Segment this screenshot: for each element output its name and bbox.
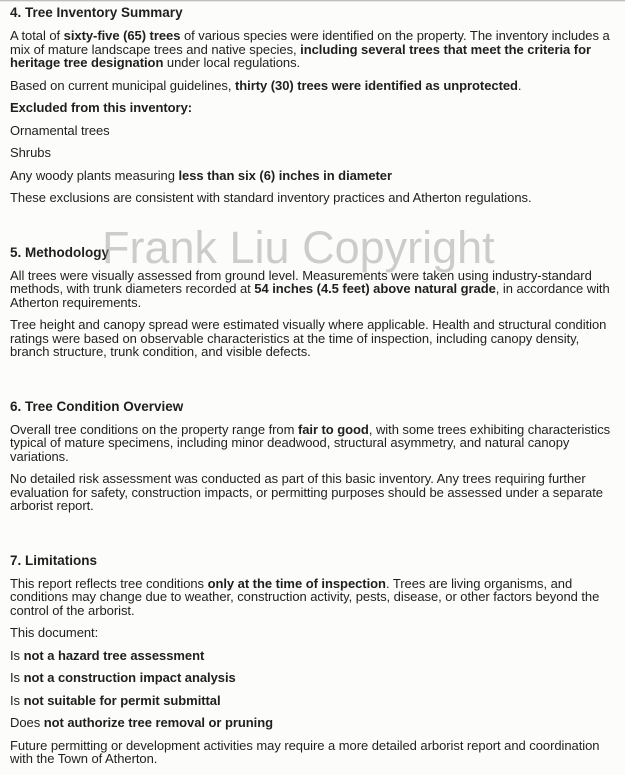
bold-text-segment: only at the time of inspection (207, 575, 386, 591)
paragraph (10, 318, 616, 359)
text-segment: No detailed risk assessment was conducted as part of this basic inventory. Any trees requiring further evaluation for safety, construction impacts, or permitting purposes should be assessed under a separate arborist report. (10, 471, 603, 513)
paragraph (10, 191, 616, 205)
section-heading: 4. Tree Inventory Summary (10, 5, 183, 20)
paragraph (10, 124, 616, 138)
paragraph (10, 29, 616, 70)
section-methodology (10, 246, 616, 359)
text-segment: under local regulations. (163, 55, 301, 70)
bold-text-segment: less than six (6) inches in diameter (178, 167, 392, 183)
text-segment: Overall tree conditions on the property range from (10, 421, 298, 437)
paragraph (10, 101, 616, 115)
scan-edge-artifact (0, 0, 625, 2)
watermark: Frank Liu Copyright (102, 222, 495, 273)
text-segment: These exclusions are consistent with standard inventory practices and Atherton regulations. (10, 190, 532, 205)
bold-text-segment: 54 inches (4.5 feet) above natural grade (254, 281, 496, 296)
section-heading: 5. Methodology (10, 244, 109, 260)
section-tree-condition-overview (10, 400, 616, 513)
bold-text-segment: fair to good (297, 421, 369, 437)
paragraph (10, 169, 616, 183)
paragraph (10, 79, 616, 93)
bold-text-segment: not suitable for permit submittal (23, 692, 221, 708)
text-segment: Is (10, 670, 24, 685)
bold-text-segment: not a hazard tree assessment (23, 647, 205, 663)
paragraph (10, 146, 616, 160)
section-limitations (10, 554, 616, 766)
paragraph (10, 423, 616, 464)
paragraph (10, 626, 616, 640)
text-segment: A total of (10, 28, 64, 43)
text-segment: , in accordance with Atherton requirements. (10, 281, 610, 310)
text-segment: Is (10, 692, 24, 708)
text-segment: , with some trees exhibiting characteristics typical of mature specimens, including minor deadwood, structural asymmetry, and natural canopy variations. (10, 421, 611, 464)
text-segment: All trees were visually assessed from ground level. Measurements were taken using industry-standard methods, with trunk diameters recorded at (10, 267, 592, 296)
bold-text-segment: not a construction impact analysis (23, 670, 236, 685)
bold-text-segment: not authorize tree removal or pruning (43, 715, 274, 730)
text-segment: . Trees are living organisms, and conditions may change due to weather, construction activity, pests, disease, or other factors beyond the control of the arborist. (10, 575, 600, 618)
text-segment: Does (10, 715, 44, 730)
paragraph (10, 649, 616, 663)
section-tree-inventory-summary (10, 6, 616, 205)
text-segment: Any woody plants measuring (10, 167, 179, 183)
paragraph (10, 716, 616, 730)
paragraph (10, 671, 616, 685)
text-segment: Tree height and canopy spread were estimated visually where applicable. Health and structural condition ratings were based on observable characteristics at the time of inspection, including canopy density, branch structure, trunk condition, and visible defects. (10, 317, 607, 359)
text-segment: This document: (10, 625, 99, 640)
section-heading: 7. Limitations (10, 552, 98, 568)
bold-text-segment: sixty-five (65) trees (63, 28, 181, 43)
bold-text-segment: Excluded from this inventory: (10, 100, 193, 115)
text-segment: Future permitting or development activities may require a more detailed arborist report and coordination with the Town of Atherton. (10, 737, 600, 766)
text-segment: Is (10, 647, 24, 663)
paragraph (10, 739, 616, 766)
text-segment: This report reflects tree conditions (10, 575, 208, 591)
paragraph (10, 694, 616, 708)
text-segment: . (517, 77, 522, 93)
text-segment: Based on current municipal guidelines, (10, 77, 235, 93)
paragraph (10, 472, 616, 513)
paragraph (10, 269, 616, 310)
text-segment: Ornamental trees (10, 122, 110, 138)
text-segment: Shrubs (10, 145, 51, 160)
bold-text-segment: thirty (30) trees were identified as unprotected (234, 77, 518, 93)
paragraph (10, 577, 616, 618)
text-segment: of various species were identified on the property. The inventory includes a mix of mature landscape trees and native species, (10, 28, 610, 57)
section-heading: 6. Tree Condition Overview (10, 398, 184, 414)
bold-text-segment: including several trees that meet the criteria for heritage tree designation (10, 41, 591, 70)
